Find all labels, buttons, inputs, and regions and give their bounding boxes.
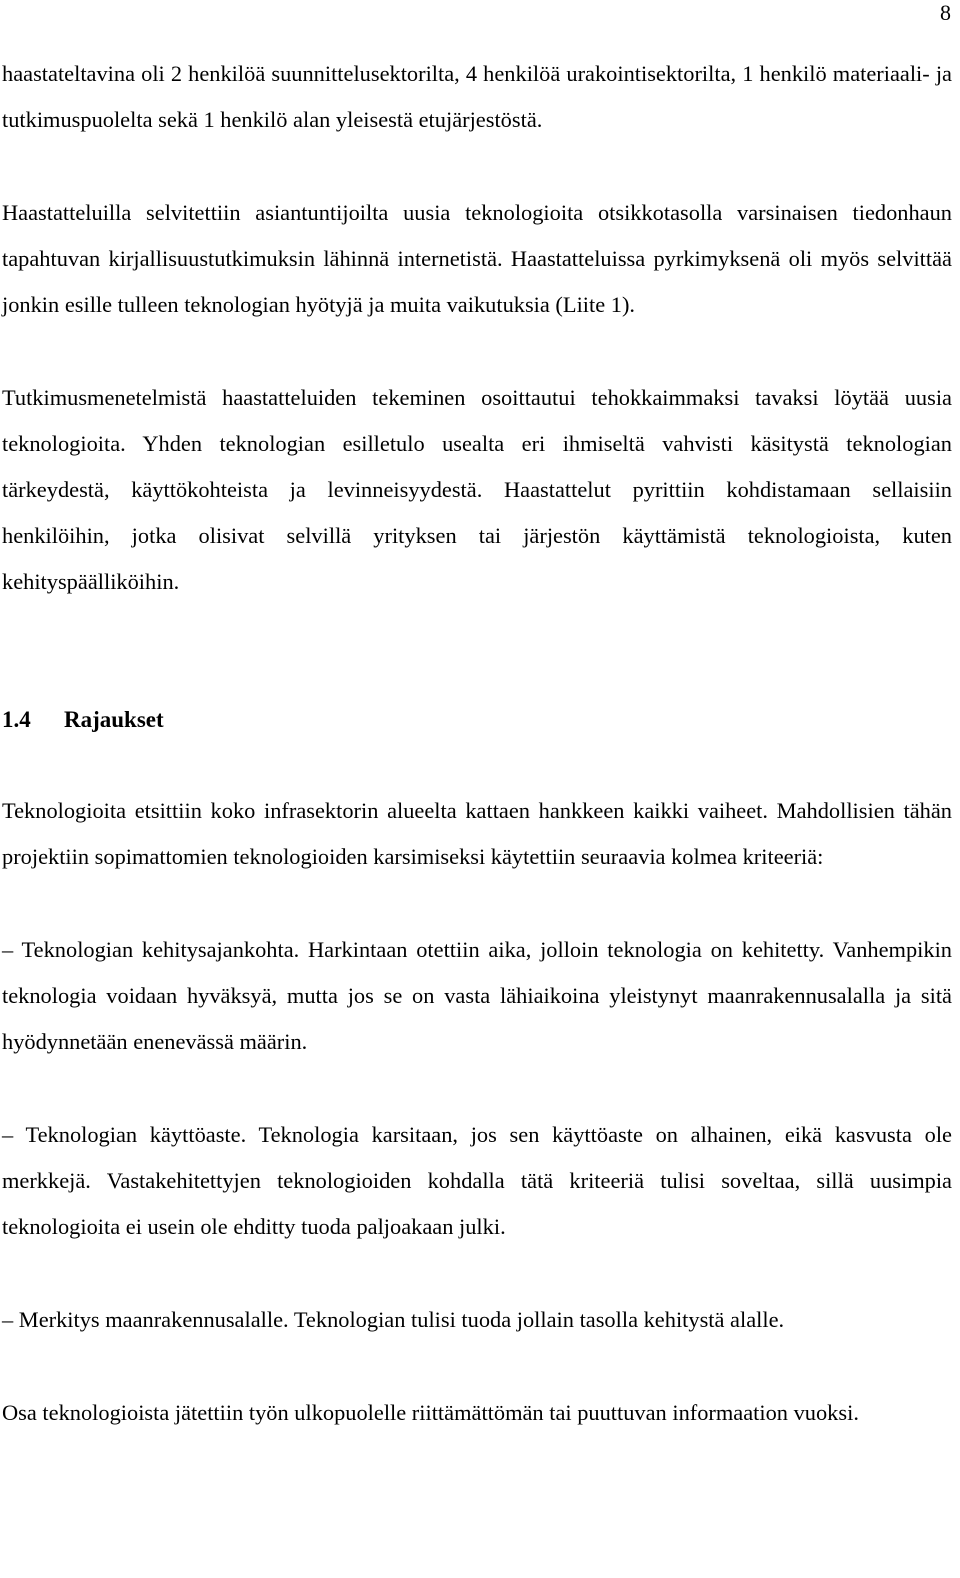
paragraph-scope: Teknologioita etsittiin koko infrasektorin alueelta kattaen hankkeen kaikki vaiheet. Mahdollisien tähän projektiin sopimattomien teknologioiden karsimiseksi käytettiin seuraavia kolmea kriteeriä: [2, 798, 952, 869]
page-content [2, 51, 952, 1436]
section-title: Rajaukset [64, 707, 164, 732]
section-heading [2, 697, 952, 743]
paragraph-excluded: Osa teknologioista jätettiin työn ulkopuolelle riittämättömän tai puuttuvan informaation vuoksi. [2, 1400, 859, 1425]
criterion-usage-rate: – Teknologian käyttöaste. Teknologia karsitaan, jos sen käyttöaste on alhainen, eikä kasvusta ole merkkejä. Vastakehitettyjen teknologioiden kohdalla tätä kriteeriä tulisi soveltaa, sillä uusimpia teknologioita ei usein ole ehditty tuoda paljoakaan julki. [2, 1122, 952, 1239]
paragraph-interview-purpose: Haastatteluilla selvitettiin asiantuntijoilta uusia teknologioita otsikkotasolla varsinaisen tiedonhaun tapahtuvan kirjallisuustutkimuksin lähinnä internetistä. Haastatteluissa pyrkimyksenä oli myös selvittää jonkin esille tulleen teknologian hyötyjä ja muita vaikutuksia (Liite 1). [2, 200, 952, 317]
paragraph-interviewees: haastateltavina oli 2 henkilöä suunnittelusektorilta, 4 henkilöä urakointisektorilta, 1 henkilö materiaali- ja tutkimuspuolelta sekä 1 henkilö alan yleisestä etujärjestöstä. [2, 61, 952, 132]
page-number: 8 [940, 0, 951, 25]
criterion-development-time: – Teknologian kehitysajankohta. Harkintaan otettiin aika, jolloin teknologia on kehitetty. Vanhempikin teknologia voidaan hyväksyä, mutta jos se on vasta lähiaikoina yleistynyt maanrakennusalalla ja sitä hyödynnetään enenevässä määrin. [2, 937, 952, 1054]
paragraph-methods: Tutkimusmenetelmistä haastatteluiden tekeminen osoittautui tehokkaimmaksi tavaksi löytää uusia teknologioita. Yhden teknologian esilletulo usealta eri ihmiseltä vahvisti käsitystä teknologian tärkeydestä, käyttökohteista ja levinneisyydestä. Haastattelut pyrittiin kohdistamaan sellaisiin henkilöihin, jotka olisivat selvillä yrityksen tai järjestön käyttämistä teknologioista, kuten kehityspäälliköihin. [2, 385, 952, 594]
criterion-significance: – Merkitys maanrakennusalalle. Teknologian tulisi tuoda jollain tasolla kehitystä alalle. [2, 1307, 785, 1332]
section-number: 1.4 [2, 707, 31, 732]
